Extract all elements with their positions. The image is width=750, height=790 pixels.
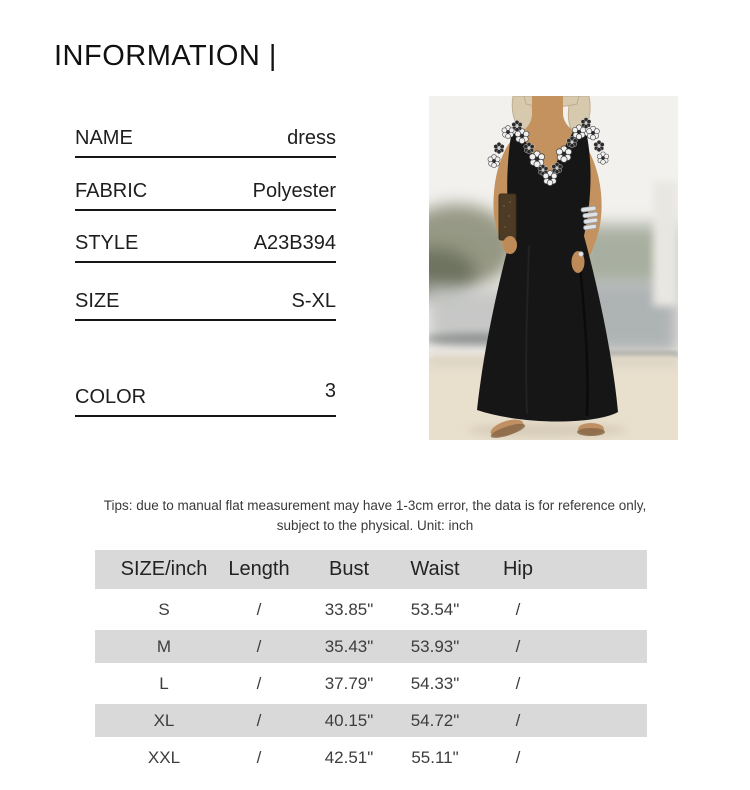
tips-line-2: subject to the physical. Unit: inch <box>276 518 474 533</box>
info-field-label: SIZE <box>75 290 120 312</box>
product-photo <box>429 96 678 440</box>
size-column-header: SIZE/inch <box>120 558 208 580</box>
size-table-row-m <box>95 630 647 663</box>
bust-cell: 37.79" <box>324 673 374 693</box>
hip-cell: / <box>515 710 521 730</box>
info-field-value: S-XL <box>291 290 336 312</box>
size-table-header-row <box>95 550 647 589</box>
length-cell: / <box>256 599 262 619</box>
size-cell: XXL <box>147 747 181 767</box>
info-field-label: FABRIC <box>75 180 148 202</box>
bust-cell: 40.15" <box>324 710 374 730</box>
ring <box>579 252 584 257</box>
length-column-header: Length <box>228 558 290 580</box>
info-field-value: 3 <box>324 380 336 402</box>
hip-cell: / <box>515 599 521 619</box>
info-field-label: STYLE <box>75 232 139 254</box>
waist-cell: 53.54" <box>410 599 460 619</box>
model-left-hand <box>503 236 517 254</box>
info-field-value: Polyester <box>252 180 336 202</box>
info-field-fabric <box>75 171 336 211</box>
info-field-style <box>75 223 336 263</box>
clutch-bag <box>499 194 516 240</box>
hip-column-header: Hip <box>502 558 533 580</box>
info-field-value: A23B394 <box>253 232 336 254</box>
size-table-row-xxl <box>95 741 647 774</box>
waist-cell: 53.93" <box>410 636 460 656</box>
size-table-row-l <box>95 667 647 700</box>
size-cell: XL <box>153 710 175 730</box>
hip-cell: / <box>515 747 521 767</box>
waist-cell: 54.72" <box>410 710 460 730</box>
bust-cell: 35.43" <box>324 636 374 656</box>
length-cell: / <box>256 673 262 693</box>
hip-cell: / <box>515 636 521 656</box>
size-table-row-s <box>95 593 647 626</box>
bust-cell: 33.85" <box>324 599 374 619</box>
size-cell: M <box>156 636 172 656</box>
bust-cell: 42.51" <box>324 747 374 767</box>
waist-cell: 55.11" <box>411 747 459 767</box>
length-cell: / <box>256 710 262 730</box>
length-cell: / <box>256 636 262 656</box>
length-cell: / <box>256 747 262 767</box>
size-table <box>95 550 647 778</box>
size-cell: S <box>158 599 170 619</box>
size-table-row-xl <box>95 704 647 737</box>
info-field-label: COLOR <box>75 386 147 408</box>
tips-line-1: Tips: due to manual flat measurement may have 1-3cm error, the data is for reference only, <box>103 498 647 513</box>
size-cell: L <box>159 673 169 693</box>
bust-column-header: Bust <box>328 558 370 580</box>
waist-cell: 54.33" <box>410 673 460 693</box>
info-field-size <box>75 281 336 321</box>
tips-text <box>0 496 750 536</box>
page-title: INFORMATION | <box>54 40 277 72</box>
info-field-label: NAME <box>75 127 133 149</box>
hip-cell: / <box>515 673 521 693</box>
info-field-name <box>75 118 336 158</box>
info-field-color <box>75 377 336 417</box>
waist-column-header: Waist <box>410 558 460 580</box>
info-field-value: dress <box>287 127 336 149</box>
